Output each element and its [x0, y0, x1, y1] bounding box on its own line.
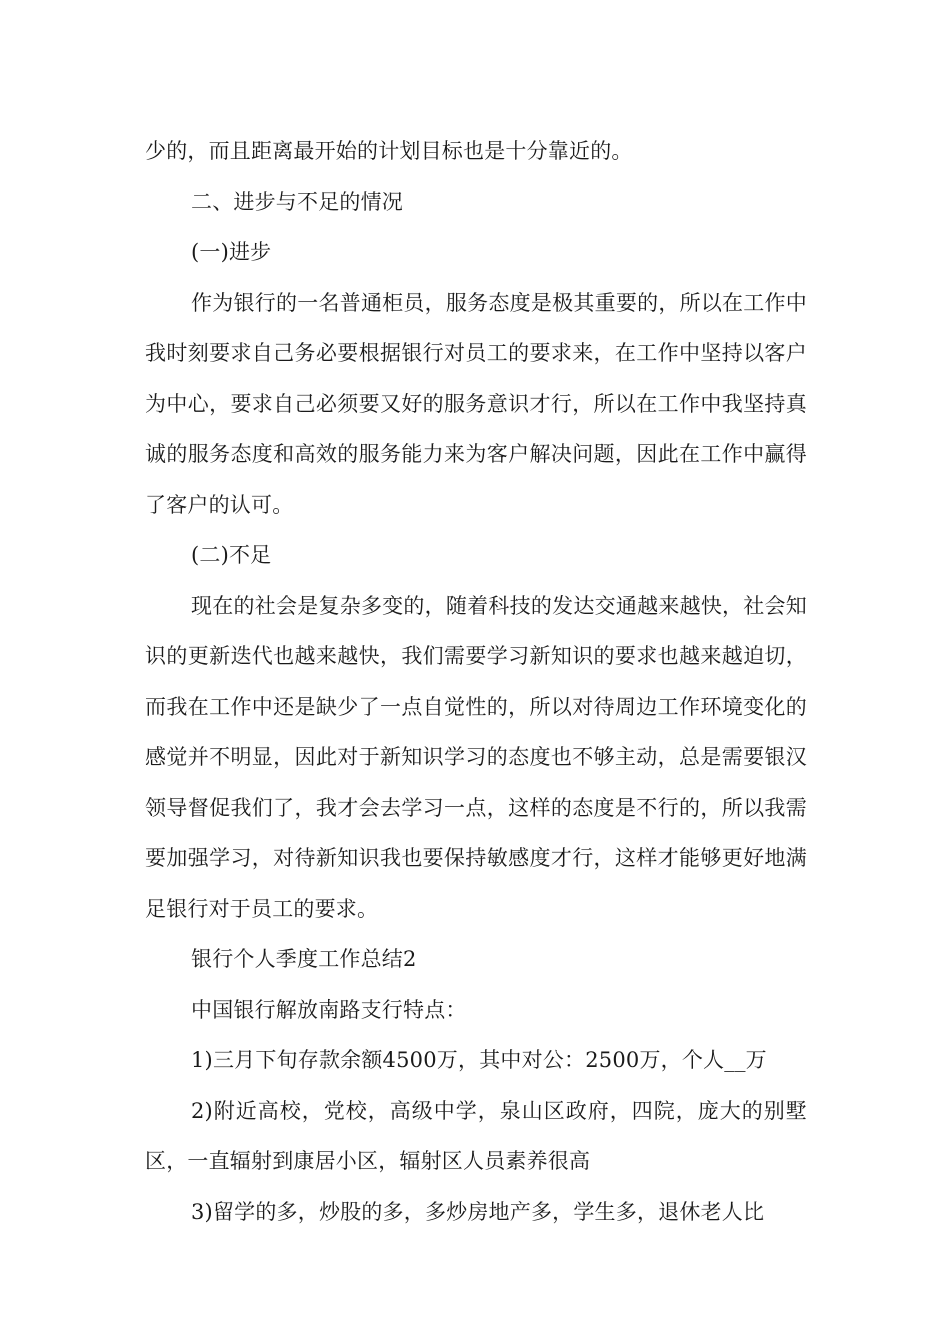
paragraph-shortcomings: 现在的社会是复杂多变的，随着科技的发达交通越来越快，社会知识的更新迭代也越来越快，我们需要学习新知识的要求也越来越迫切，而我在工作中还是缺少了一点自觉性的，所以对待周边工作环境变化的感觉并不明显，因此对于新知识学习的态度也不够主动，总是需要银汉领导督促我们了，我才会去学习一点，这样的态度是不行的，所以我需要加强学习，对待新知识我也要保持敏感度才行，这样才能够更好地满足银行对于员工的要求。 [145, 593, 807, 921]
document-body [145, 126, 807, 1237]
paragraph-branch-features: 中国银行解放南路支行特点： [191, 997, 467, 1022]
paragraph-progress: 作为银行的一名普通柜员，服务态度是极其重要的，所以在工作中我时刻要求自己务必要根据银行对员工的要求来，在工作中坚持以客户为中心，要求自己必须要又好的服务意识才行，所以在工作中我坚持真诚的服务态度和高效的服务能力来为客户解决问题，因此在工作中赢得了客户的认可。 [145, 290, 807, 517]
title-summary-2: 银行个人季度工作总结2 [191, 947, 417, 971]
section-heading-progress-and-shortcomings: 二、进步与不足的情况 [191, 189, 403, 214]
list-item-1: 1)三月下旬存款余额4500万，其中对公：2500万，个人__万 [191, 1048, 767, 1072]
subheading-shortcomings: (二)不足 [191, 543, 272, 567]
list-item-3: 3)留学的多，炒股的多，多炒房地产多，学生多，退休老人比 [191, 1199, 765, 1224]
list-item-2: 2)附近高校，党校，高级中学，泉山区政府，四院，庞大的别墅区，一直辐射到康居小区，辐射区人员素养很高 [145, 1098, 807, 1173]
paragraph-continuation: 少的，而且距离最开始的计划目标也是十分靠近的。 [145, 139, 633, 163]
subheading-progress: (一)进步 [191, 240, 272, 264]
